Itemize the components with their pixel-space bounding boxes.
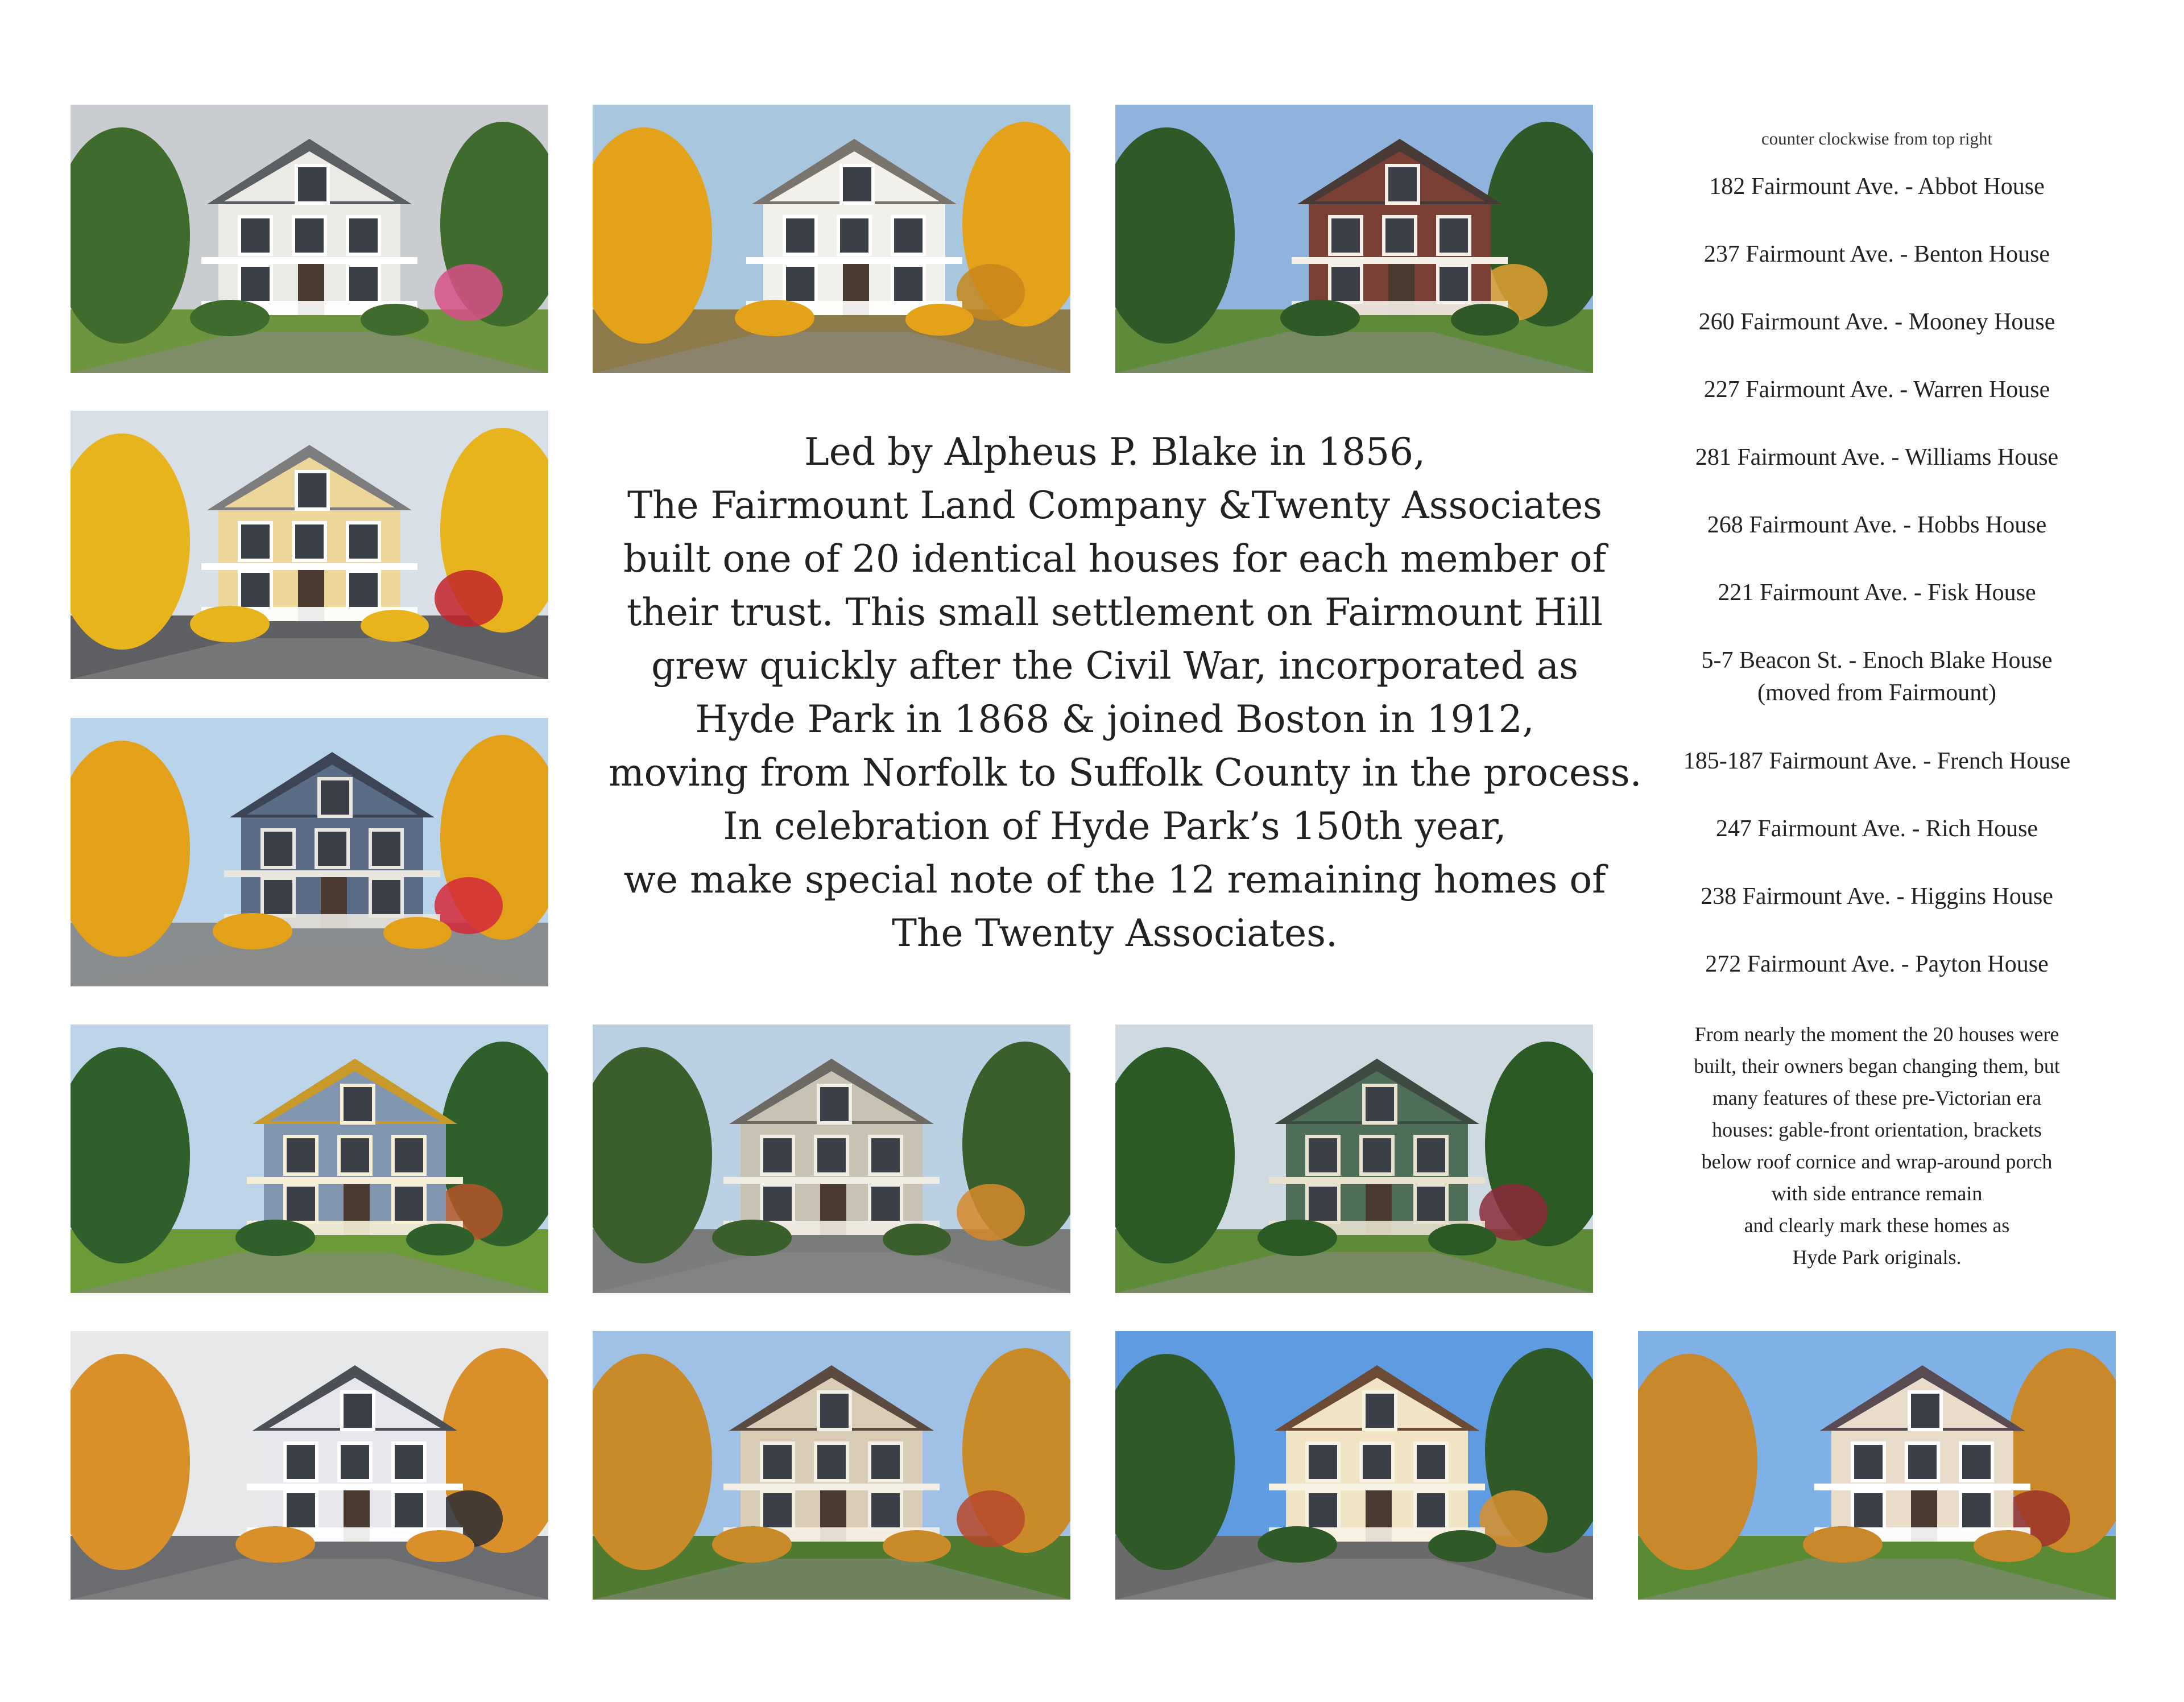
intro-line: their trust. This small settlement on Fairmount Hill xyxy=(626,590,1603,634)
window xyxy=(843,167,871,201)
house-photo xyxy=(1115,1024,1593,1293)
porch-roof xyxy=(723,1177,940,1184)
window xyxy=(763,1445,792,1479)
house-list-item: 237 Fairmount Ave. - Benton House xyxy=(1703,241,2050,267)
bush xyxy=(1974,1530,2042,1562)
window xyxy=(349,524,378,559)
house-photo xyxy=(71,718,548,986)
bush xyxy=(190,606,270,642)
window xyxy=(241,218,270,253)
house-photo xyxy=(593,1024,1070,1293)
house-photo xyxy=(593,105,1070,373)
window xyxy=(1417,1187,1445,1221)
window xyxy=(349,573,378,607)
porch-roof xyxy=(201,563,417,570)
window xyxy=(241,573,270,607)
intro-line: moving from Norfolk to Suffolk County in the process. xyxy=(609,751,1642,795)
bush xyxy=(1258,1526,1337,1563)
house-list-item: 268 Fairmount Ave. - Hobbs House xyxy=(1707,512,2047,538)
house-illustration xyxy=(71,1331,548,1600)
window xyxy=(287,1493,315,1527)
window xyxy=(341,1138,369,1172)
window xyxy=(349,218,378,253)
house-list-item: 260 Fairmount Ave. - Mooney House xyxy=(1698,309,2055,335)
window xyxy=(1417,1138,1445,1172)
bush xyxy=(235,1220,315,1256)
house-illustration xyxy=(1115,1024,1593,1293)
bush xyxy=(712,1220,792,1256)
window xyxy=(287,1187,315,1221)
bush xyxy=(1280,300,1360,336)
shrub xyxy=(435,264,503,321)
note-line: From nearly the moment the 20 houses were xyxy=(1694,1023,2059,1046)
bush xyxy=(712,1526,792,1563)
house-photo xyxy=(1638,1331,2116,1600)
window xyxy=(295,524,324,559)
window xyxy=(820,1087,849,1121)
window xyxy=(1385,218,1414,253)
intro-line: we make special note of the 12 remaining homes of xyxy=(623,858,1606,902)
house-photo xyxy=(1115,105,1593,373)
window xyxy=(820,1394,849,1428)
house-list-item: 185-187 Fairmount Ave. - French House xyxy=(1683,748,2071,774)
porch-roof xyxy=(201,257,417,264)
house-photo xyxy=(71,411,548,679)
bush xyxy=(406,1224,474,1255)
porch-roof xyxy=(1269,1177,1485,1184)
porch-roof xyxy=(247,1177,463,1184)
house-illustration xyxy=(1638,1331,2116,1600)
note-line: built, their owners began changing them, but xyxy=(1694,1055,2060,1077)
house-photo xyxy=(1115,1331,1593,1600)
window xyxy=(763,1138,792,1172)
window xyxy=(321,780,349,815)
note-line: many features of these pre-Victorian era xyxy=(1712,1087,2042,1109)
window xyxy=(763,1187,792,1221)
porch-roof xyxy=(723,1484,940,1490)
house-photo xyxy=(71,105,548,373)
window xyxy=(372,832,400,866)
window xyxy=(344,1394,372,1428)
window xyxy=(1331,267,1360,301)
house-list-item: 272 Fairmount Ave. - Payton House xyxy=(1705,951,2049,977)
note-line: houses: gable-front orientation, brackets xyxy=(1712,1118,2042,1141)
bush xyxy=(1428,1530,1496,1562)
porch-roof xyxy=(247,1484,463,1490)
window xyxy=(1366,1394,1394,1428)
window xyxy=(1309,1138,1337,1172)
intro-line: The Twenty Associates. xyxy=(891,911,1338,955)
bush xyxy=(905,304,974,336)
window xyxy=(287,1138,315,1172)
shrub xyxy=(435,570,503,627)
house-illustration xyxy=(71,1024,548,1293)
house-list-item: 182 Fairmount Ave. - Abbot House xyxy=(1709,173,2045,200)
shrub xyxy=(957,1184,1025,1241)
intro-line: Led by Alpheus P. Blake in 1856, xyxy=(804,430,1426,474)
note-line: with side entrance remain xyxy=(1771,1182,1983,1205)
house-list-item: (moved from Fairmount) xyxy=(1757,680,1996,706)
note-line: Hyde Park originals. xyxy=(1792,1246,1962,1269)
note-line: and clearly mark these homes as xyxy=(1744,1214,2010,1237)
window xyxy=(1911,1394,1939,1428)
window xyxy=(871,1138,900,1172)
window xyxy=(298,167,326,201)
window xyxy=(1388,167,1417,201)
house-illustration xyxy=(1115,1331,1593,1600)
window xyxy=(1854,1493,1883,1527)
porch-roof xyxy=(1814,1484,2030,1490)
note-line: below roof cornice and wrap-around porch xyxy=(1701,1150,2053,1173)
window xyxy=(840,218,868,253)
house-illustration xyxy=(593,1024,1070,1293)
window xyxy=(894,218,923,253)
window xyxy=(241,524,270,559)
intro-line: Hyde Park in 1868 & joined Boston in 1912, xyxy=(695,697,1534,741)
house-illustration xyxy=(1115,105,1593,373)
window xyxy=(871,1445,900,1479)
house-illustration xyxy=(593,105,1070,373)
house-list-item: 238 Fairmount Ave. - Higgins House xyxy=(1701,883,2053,910)
house-photo xyxy=(71,1331,548,1600)
window xyxy=(344,1087,372,1121)
bush xyxy=(361,610,429,642)
window xyxy=(295,218,324,253)
intro-line: built one of 20 identical houses for each member of xyxy=(623,537,1607,581)
porch-roof xyxy=(1292,257,1508,264)
window xyxy=(341,1445,369,1479)
window xyxy=(264,880,292,914)
window xyxy=(318,832,346,866)
house-photo xyxy=(593,1331,1070,1600)
window xyxy=(786,218,814,253)
house-illustration xyxy=(71,105,548,373)
porch-roof xyxy=(1269,1484,1485,1490)
house-list-item: 247 Fairmount Ave. - Rich House xyxy=(1715,816,2038,842)
shrub xyxy=(957,1490,1025,1547)
bush xyxy=(190,300,270,336)
bush xyxy=(1803,1526,1883,1563)
history-note xyxy=(1638,1018,2116,1273)
window xyxy=(1331,218,1360,253)
house-list-item: 221 Fairmount Ave. - Fisk House xyxy=(1718,580,2036,606)
window xyxy=(395,1187,423,1221)
window xyxy=(395,1138,423,1172)
bush xyxy=(1428,1224,1496,1255)
window xyxy=(349,267,378,301)
window xyxy=(1366,1087,1394,1121)
bush xyxy=(383,917,452,949)
window xyxy=(264,832,292,866)
bush xyxy=(883,1530,951,1562)
window xyxy=(1854,1445,1883,1479)
window xyxy=(372,880,400,914)
window xyxy=(395,1493,423,1527)
porch-roof xyxy=(746,257,962,264)
bush xyxy=(406,1530,474,1562)
house-illustration xyxy=(71,718,548,986)
window xyxy=(1962,1493,1991,1527)
window xyxy=(1908,1445,1937,1479)
window xyxy=(786,267,814,301)
window xyxy=(1440,218,1468,253)
window xyxy=(817,1138,846,1172)
intro-line: In celebration of Hyde Park’s 150th year, xyxy=(723,804,1507,848)
window xyxy=(763,1493,792,1527)
window xyxy=(395,1445,423,1479)
window xyxy=(1417,1445,1445,1479)
bush xyxy=(213,913,292,949)
window xyxy=(1417,1493,1445,1527)
house-illustration xyxy=(71,411,548,679)
window xyxy=(871,1187,900,1221)
bush xyxy=(1451,304,1519,336)
window xyxy=(287,1445,315,1479)
window xyxy=(1962,1445,1991,1479)
list-caption: counter clockwise from top right xyxy=(1761,129,1993,148)
window xyxy=(1309,1187,1337,1221)
window xyxy=(241,267,270,301)
house-list-item: 227 Fairmount Ave. - Warren House xyxy=(1703,377,2050,403)
window xyxy=(1309,1493,1337,1527)
intro-text xyxy=(609,426,1642,960)
window xyxy=(1363,1445,1391,1479)
window xyxy=(817,1445,846,1479)
bush xyxy=(235,1526,315,1563)
window xyxy=(871,1493,900,1527)
intro-line: The Fairmount Land Company &Twenty Associates xyxy=(627,484,1603,527)
bush xyxy=(361,304,429,336)
house-list-item: 5-7 Beacon St. - Enoch Blake House xyxy=(1701,647,2053,674)
window xyxy=(1363,1138,1391,1172)
window xyxy=(1440,267,1468,301)
house-illustration xyxy=(593,1331,1070,1600)
bush xyxy=(735,300,814,336)
window xyxy=(1309,1445,1337,1479)
window xyxy=(894,267,923,301)
bush xyxy=(1258,1220,1337,1256)
intro-line: grew quickly after the Civil War, incorporated as xyxy=(651,644,1579,688)
bush xyxy=(883,1224,951,1255)
house-photo xyxy=(71,1024,548,1293)
window xyxy=(298,473,326,507)
porch-roof xyxy=(224,870,440,877)
house-list-item: 281 Fairmount Ave. - Williams House xyxy=(1695,444,2059,470)
